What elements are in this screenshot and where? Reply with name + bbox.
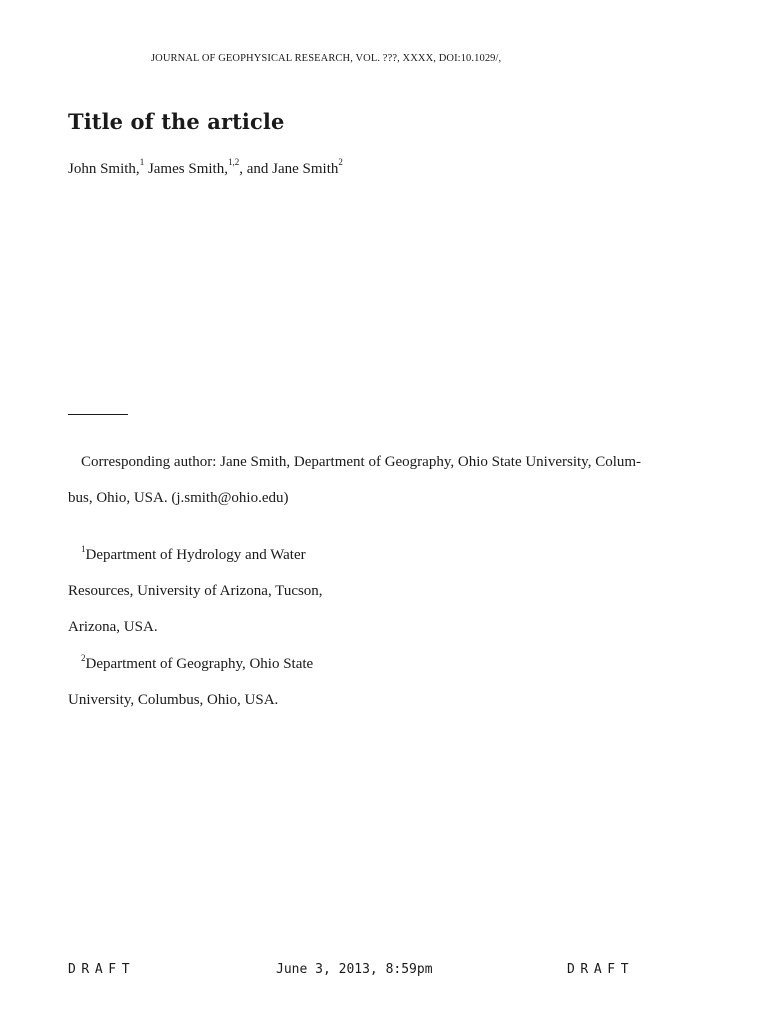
running-head: JOURNAL OF GEOPHYSICAL RESEARCH, VOL. ???, XXXX, DOI:10.1029/, <box>151 53 502 64</box>
affiliation-1 <box>68 532 368 645</box>
corresponding-line-text: Corresponding author: Jane Smith, Department of Geography, Ohio State University, Colum- <box>81 454 642 470</box>
affiliation-2 <box>68 641 368 718</box>
affiliation-line <box>68 532 368 573</box>
footer-draft-right: DRAFT <box>567 962 635 977</box>
author-name: John Smith, <box>68 161 140 177</box>
affiliation-text: Department of Geography, Ohio State <box>85 656 314 672</box>
author-name: James Smith, <box>144 161 228 177</box>
affiliation-line: Arizona, USA. <box>68 619 158 635</box>
author-name: , and Jane Smith <box>239 161 339 177</box>
footer-draft-left: DRAFT <box>68 962 136 977</box>
affiliation-mark: 1 <box>139 157 145 167</box>
article-title: Title of the article <box>68 109 285 134</box>
affiliation-text: Department of Hydrology and Water <box>85 547 306 563</box>
affiliation-line: University, Columbus, Ohio, USA. <box>68 692 279 708</box>
corresponding-line <box>68 444 688 480</box>
affiliation-mark: 1,2 <box>227 157 240 167</box>
footnote-rule <box>68 414 128 415</box>
footer-timestamp: June 3, 2013, 8:59pm <box>276 962 433 977</box>
corresponding-author-note <box>68 444 688 516</box>
corresponding-line: bus, Ohio, USA. (j.smith@ohio.edu) <box>68 490 289 506</box>
author-list <box>68 159 343 178</box>
affiliation-line <box>68 641 368 682</box>
affiliation-mark: 1 <box>81 544 86 554</box>
affiliation-mark: 2 <box>81 653 86 663</box>
affiliation-line: Resources, University of Arizona, Tucson, <box>68 583 323 599</box>
affiliation-mark: 2 <box>338 157 343 167</box>
